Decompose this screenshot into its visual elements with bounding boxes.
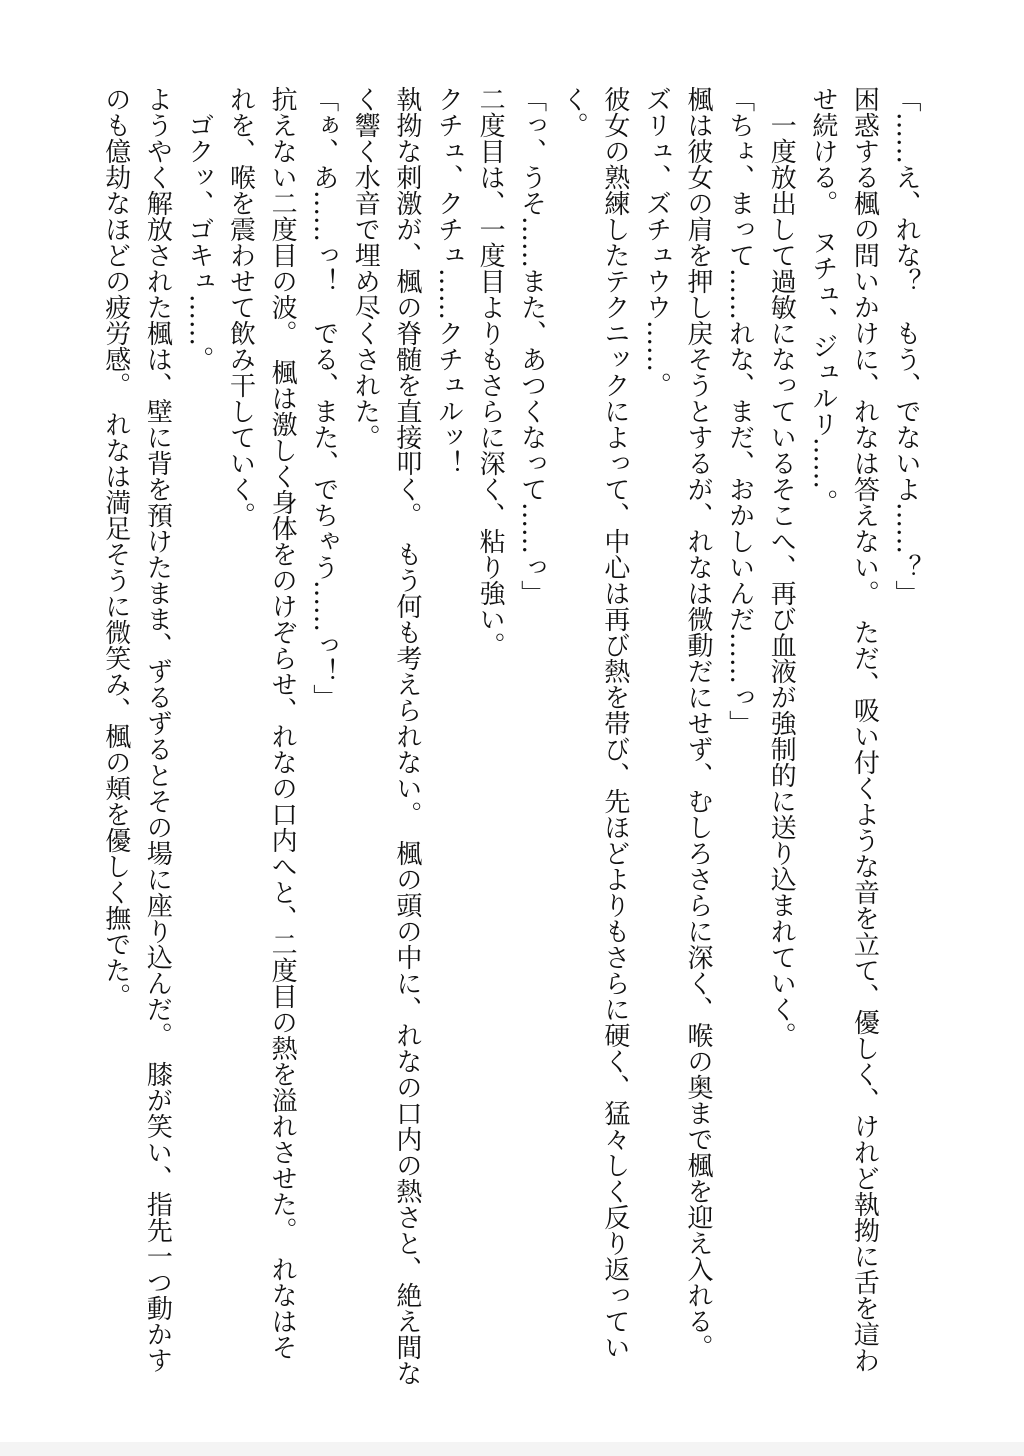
text-column: 「っ、うそ……また、あつくなって……っ」 xyxy=(516,86,547,606)
text-column: ゴクッ、ゴキュ……。 xyxy=(183,86,214,372)
text-column: 困惑する楓の問いかけに、れなは答えない。 ただ、吸い付くような音を立て、優しく、けれど執拗に舌を這わ xyxy=(849,86,880,1373)
text-column: 「ぁ、あ……っ！ でる、また、でちゃう……っ！」 xyxy=(308,86,339,710)
text-column: 楓は彼女の肩を押し戻そうとするが、れなは微動だにせず、むしろさらに深く、喉の奥まで楓を迎え入れる。 xyxy=(683,86,714,1360)
text-column: く響く水音で埋め尽くされた。 xyxy=(350,86,381,450)
text-column: のも億劫なほどの疲労感。 れなは満足そうに微笑み、楓の頬を優しく撫でた。 xyxy=(100,86,131,1009)
text-column: れを、喉を震わせて飲み干していく。 xyxy=(225,86,256,528)
text-column: 抗えない二度目の波。 楓は激しく身体をのけぞらせ、れなの口内へと、二度目の熱を溢れさせた。 れなはそ xyxy=(267,86,298,1360)
text-column: 「……え、れな？ もう、でないよ……？」 xyxy=(891,86,921,606)
text-column: 二度目は、一度目よりもさらに深く、粘り強い。 xyxy=(475,86,506,658)
text-column: く。 xyxy=(558,86,589,138)
text-column: 「ちょ、まって……れな、まだ、おかしいんだ……っ」 xyxy=(724,86,755,736)
text-column: 彼女の熟練したテクニックによって、中心は再び熱を帯び、先ほどよりもさらに硬く、猛々しく反り返ってい xyxy=(599,86,630,1360)
text-column: ズリュ、ズチュウウ……。 xyxy=(641,86,672,398)
text-column: クチュ、クチュ……クチュルッ！ xyxy=(433,86,464,476)
vertical-text-page xyxy=(94,86,926,1406)
text-column: 執拗な刺激が、楓の脊髄を直接叩く。 もう何も考えられない。 楓の頭の中に、れなの口内の熱さと、絶え間な xyxy=(391,86,422,1386)
text-column: ようやく解放された楓は、壁に背を預けたまま、ずるずるとその場に座り込んだ。 膝が笑い、指先一つ動かす xyxy=(142,86,173,1373)
page-bottom-edge xyxy=(0,1442,1024,1456)
text-column: せ続ける。 ヌチュ、ジュルリ……。 xyxy=(807,86,838,515)
text-column: 一度放出して過敏になっているそこへ、再び血液が強制的に送り込まれていく。 xyxy=(766,86,797,1048)
